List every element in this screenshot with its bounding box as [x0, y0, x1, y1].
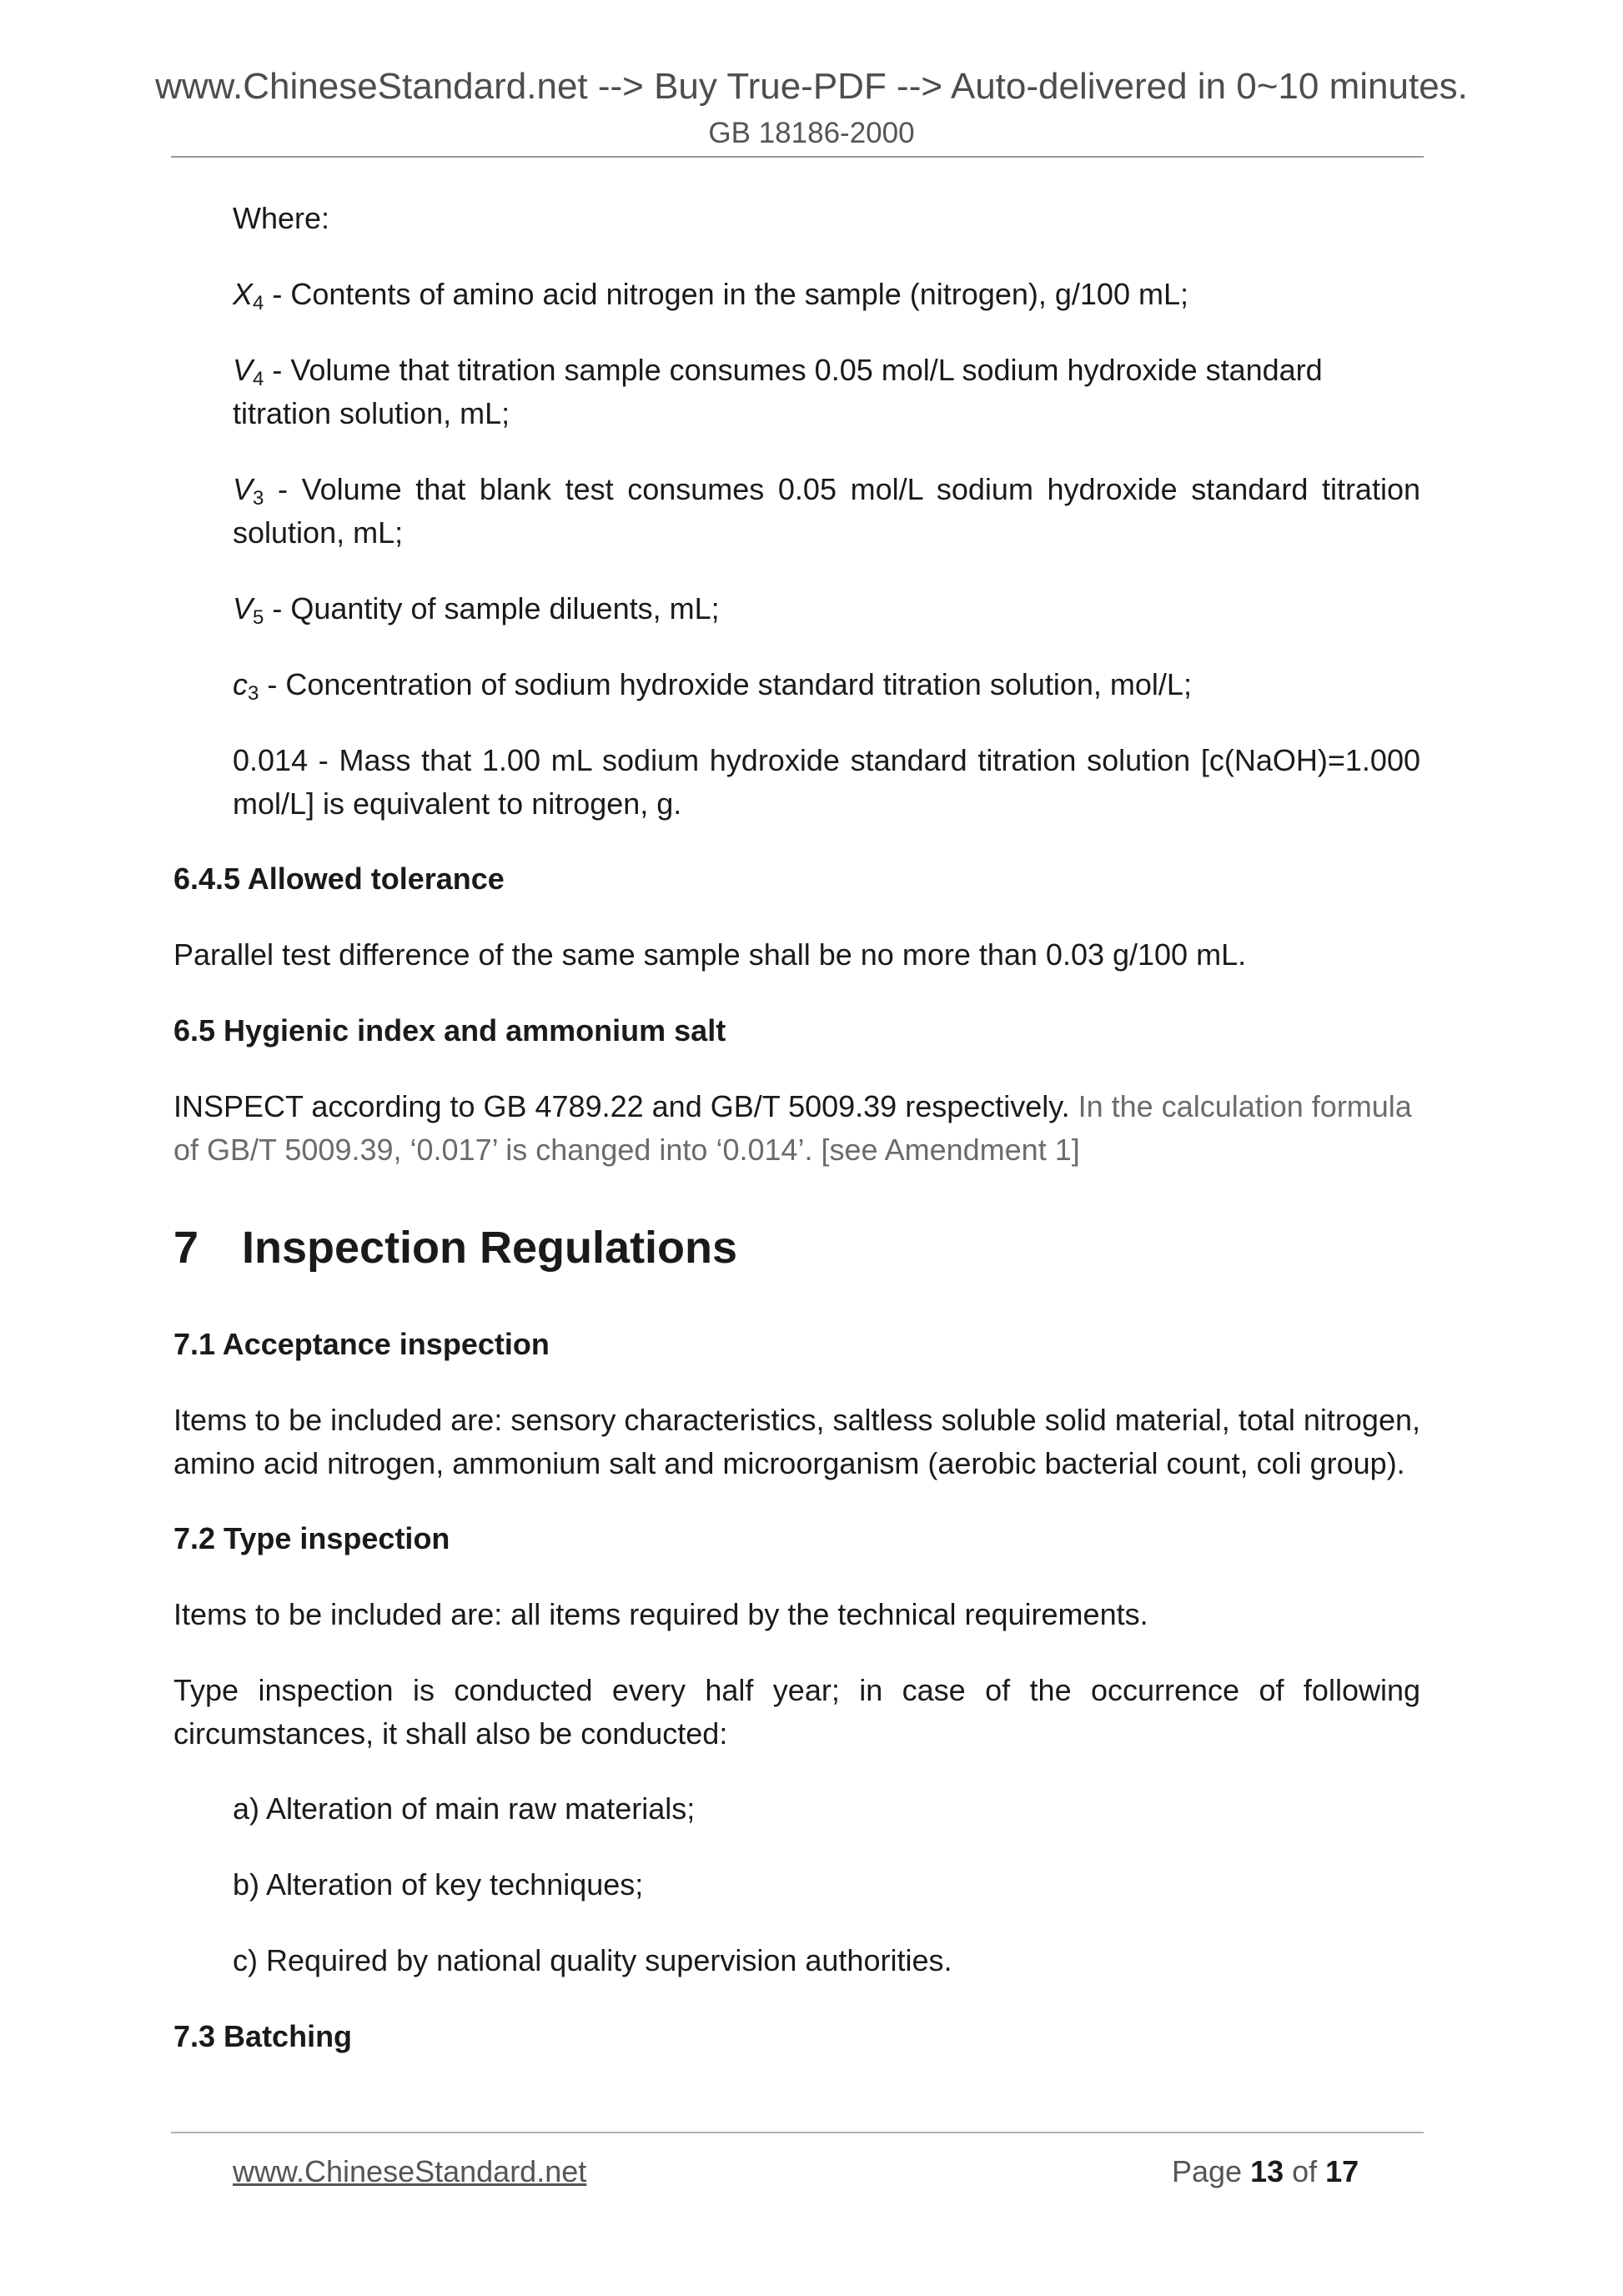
- variable-subscript: 5: [253, 606, 264, 629]
- total-pages: 17: [1325, 2154, 1359, 2188]
- header-divider: [171, 156, 1424, 158]
- chapter-heading-7: [173, 1219, 737, 1276]
- definition-text: - Contents of amino acid nitrogen in the sample (nitrogen), g/100 mL;: [264, 277, 1188, 311]
- list-item: c) Required by national quality supervision authorities.: [233, 1943, 952, 1977]
- header-banner: www.ChineseStandard.net --> Buy True-PDF --> Auto-delivered in 0~10 minutes.: [155, 66, 1468, 107]
- where-label: Where:: [233, 201, 330, 235]
- page-prefix: Page: [1172, 2154, 1251, 2188]
- allowed-tolerance-text: Parallel test difference of the same sample shall be no more than 0.03 g/100 mL.: [173, 937, 1247, 972]
- section-heading-6-5: 6.5 Hygienic index and ammonium salt: [173, 1013, 726, 1048]
- acceptance-inspection-text: Items to be included are: sensory characteristics, saltless soluble solid material, total nitrogen, amino acid nitrogen, ammonium salt and microorganism (aerobic bacterial count, coli group).: [173, 1403, 1420, 1480]
- definition-x4: [233, 273, 1420, 316]
- variable-symbol: c: [233, 667, 248, 701]
- list-item: a) Alteration of main raw materials;: [233, 1791, 696, 1826]
- definition-c3: [233, 663, 1420, 706]
- definition-v3: [233, 468, 1420, 555]
- variable-subscript: 4: [253, 368, 264, 390]
- amendment-note: In the calculation formula of GB/T 5009.39, ‘0.017’ is changed into ‘0.014’. [see Amendment 1]: [173, 1089, 1412, 1167]
- section-heading-6-4-5: 6.4.5 Allowed tolerance: [173, 862, 505, 896]
- footer-website-link[interactable]: www.ChineseStandard.net: [233, 2154, 587, 2188]
- section-heading-7-3: 7.3 Batching: [173, 2019, 353, 2053]
- definition-text: - Quantity of sample diluents, mL;: [264, 591, 720, 625]
- variable-subscript: 4: [253, 292, 264, 314]
- definition-text: 0.014 - Mass that 1.00 mL sodium hydroxide standard titration solution [c(NaOH)=1.000 mol/L] is equivalent to nitrogen, g.: [233, 743, 1420, 821]
- definition-text: - Volume that titration sample consumes 0.05 mol/L sodium hydroxide standard titration solution, mL;: [233, 353, 1323, 430]
- standard-number: GB 18186-2000: [708, 117, 915, 149]
- footer-divider: [171, 2132, 1424, 2133]
- definition-text: - Volume that blank test consumes 0.05 mol/L sodium hydroxide standard titration solution, mL;: [233, 472, 1420, 550]
- definition-v4: [233, 349, 1420, 435]
- definition-text: - Concentration of sodium hydroxide standard titration solution, mol/L;: [259, 667, 1192, 701]
- definition-v5: [233, 587, 1420, 631]
- section-heading-7-1: 7.1 Acceptance inspection: [173, 1327, 550, 1361]
- page-number: [1172, 2153, 1359, 2190]
- variable-symbol: V: [233, 472, 254, 506]
- type-inspection-frequency-text: Type inspection is conducted every half year; in case of the occurrence of following circumstances, it shall also be conducted:: [173, 1673, 1420, 1751]
- type-inspection-items-text: Items to be included are: all items required by the technical requirements.: [173, 1597, 1148, 1631]
- variable-subscript: 3: [248, 682, 259, 705]
- section-heading-7-2: 7.2 Type inspection: [173, 1521, 450, 1555]
- definition-constant: [233, 739, 1420, 826]
- chapter-number: 7: [173, 1223, 199, 1273]
- page-of: of: [1284, 2154, 1326, 2188]
- inspect-text: INSPECT according to GB 4789.22 and GB/T 5009.39 respectively.: [173, 1089, 1070, 1123]
- hygienic-index-text: [173, 1085, 1420, 1172]
- chapter-title: Inspection Regulations: [242, 1223, 738, 1273]
- list-item: b) Alteration of key techniques;: [233, 1867, 644, 1902]
- variable-symbol: V: [233, 353, 254, 387]
- variable-symbol: X: [233, 277, 254, 311]
- current-page: 13: [1250, 2154, 1284, 2188]
- variable-subscript: 3: [253, 487, 264, 510]
- variable-symbol: V: [233, 591, 254, 625]
